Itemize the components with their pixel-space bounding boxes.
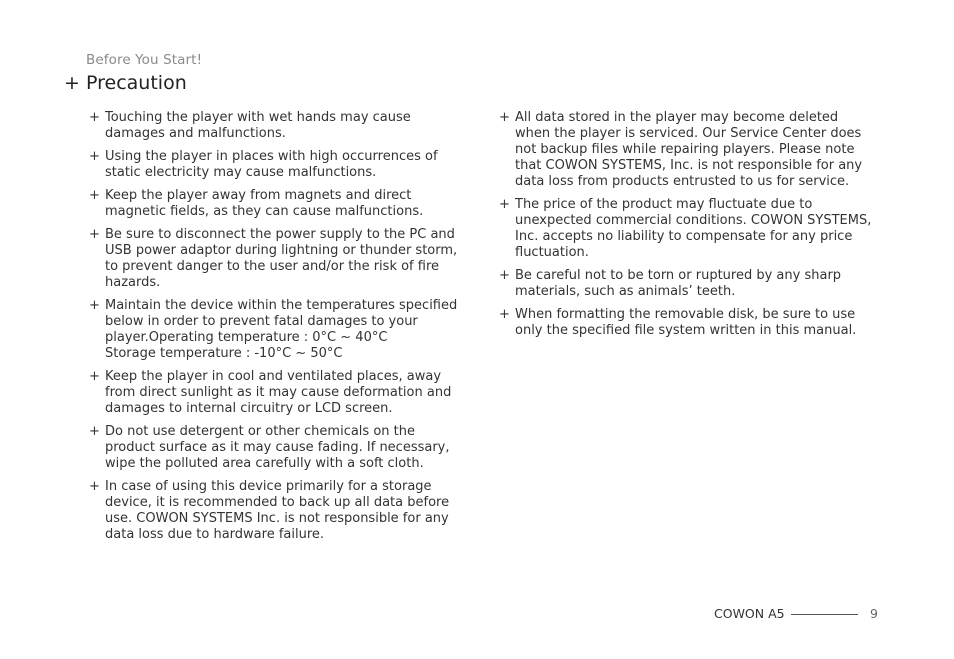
precaution-text-line: unexpected commercial conditions. COWON SYSTEMS, (515, 213, 872, 228)
precaution-text-line: below in order to prevent fatal damages to your (105, 314, 418, 329)
precaution-text-line: to prevent danger to the user and/or the risk of fire (105, 259, 440, 274)
bullet-plus-mark: + (89, 424, 100, 439)
bullet-plus-mark: + (89, 479, 100, 494)
precaution-text-line: All data stored in the player may become deleted (515, 110, 839, 125)
precaution-text-line: use. COWON SYSTEMS Inc. is not responsible for any (105, 511, 449, 526)
precaution-text-line: fluctuation. (515, 245, 589, 260)
section-label: Before You Start! (86, 52, 203, 68)
bullet-plus-mark: + (89, 188, 100, 203)
page-title (64, 72, 187, 94)
precaution-text-line: magnetic fields, as they can cause malfunctions. (105, 204, 424, 219)
bullet-plus-mark: + (499, 110, 510, 125)
precaution-text-line: Do not use detergent or other chemicals on the (105, 424, 415, 439)
precaution-item (89, 110, 479, 142)
precaution-text-line: In case of using this device primarily for a storage (105, 479, 432, 494)
precaution-text-line: when the player is serviced. Our Service Center does (515, 126, 862, 141)
bullet-plus-mark: + (89, 227, 100, 242)
precaution-text-line: data loss from products entrusted to us for service. (515, 174, 850, 189)
right-precaution-list (499, 110, 894, 346)
bullet-plus-mark: + (499, 307, 510, 322)
precaution-text-line: Be careful not to be torn or ruptured by any sharp (515, 268, 842, 283)
bullet-plus-mark: + (499, 268, 510, 283)
precaution-text-line: USB power adaptor during lightning or thunder storm, (105, 243, 458, 258)
bullet-plus-mark: + (89, 298, 100, 313)
precaution-text-line: Touching the player with wet hands may cause (105, 110, 411, 125)
precaution-item (499, 307, 894, 339)
bullet-plus-mark: + (89, 369, 100, 384)
precaution-item (499, 197, 894, 261)
precaution-text-line: wipe the polluted area carefully with a soft cloth. (105, 456, 424, 471)
precaution-text-line: Inc. accepts no liability to compensate for any price (515, 229, 853, 244)
precaution-item (499, 110, 894, 190)
precaution-text-line: Keep the player in cool and ventilated places, away (105, 369, 442, 384)
precaution-item (89, 479, 479, 543)
precaution-item (89, 424, 479, 472)
precaution-text-line: from direct sunlight as it may cause deformation and (105, 385, 452, 400)
bullet-plus-mark: + (89, 110, 100, 125)
page-title-text: Precaution (86, 72, 187, 94)
precaution-text-line: not backup files while repairing players. Please note (515, 142, 855, 157)
precaution-text-line: damages to internal circuitry or LCD screen. (105, 401, 393, 416)
precaution-item (89, 188, 479, 220)
precaution-text-line: Maintain the device within the temperatures specified (105, 298, 458, 313)
precaution-text-line: static electricity may cause malfunctions. (105, 165, 377, 180)
bullet-plus-mark: + (89, 149, 100, 164)
precaution-item (89, 369, 479, 417)
precaution-item (89, 149, 479, 181)
precaution-text-line: only the specified file system written in this manual. (515, 323, 857, 338)
bullet-plus-mark: + (499, 197, 510, 212)
left-precaution-list (89, 110, 479, 550)
precaution-text-line: Storage temperature : -10°C ~ 50°C (105, 346, 343, 361)
precaution-text-line: The price of the product may fluctuate due to (515, 197, 813, 212)
precaution-text-line: Keep the player away from magnets and direct (105, 188, 412, 203)
precaution-text-line: damages and malfunctions. (105, 126, 286, 141)
footer-divider (791, 614, 858, 615)
page-footer (700, 606, 890, 624)
precaution-text-line: When formatting the removable disk, be sure to use (515, 307, 856, 322)
title-plus-mark: + (64, 72, 80, 94)
page-number: 9 (870, 606, 878, 621)
precaution-text-line: that COWON SYSTEMS, Inc. is not responsible for any (515, 158, 863, 173)
precaution-text-line: materials, such as animals’ teeth. (515, 284, 736, 299)
precaution-text-line: player.Operating temperature : 0°C ~ 40°C (105, 330, 388, 345)
precaution-item (499, 268, 894, 300)
precaution-text-line: Be sure to disconnect the power supply to the PC and (105, 227, 455, 242)
precaution-text-line: data loss due to hardware failure. (105, 527, 325, 542)
precaution-item (89, 298, 479, 362)
precaution-text-line: device, it is recommended to back up all data before (105, 495, 450, 510)
precaution-text-line: Using the player in places with high occurrences of (105, 149, 438, 164)
precaution-item (89, 227, 479, 291)
precaution-text-line: product surface as it may cause fading. If necessary, (105, 440, 450, 455)
precaution-text-line: hazards. (105, 275, 161, 290)
footer-model-name: COWON A5 (714, 606, 785, 621)
